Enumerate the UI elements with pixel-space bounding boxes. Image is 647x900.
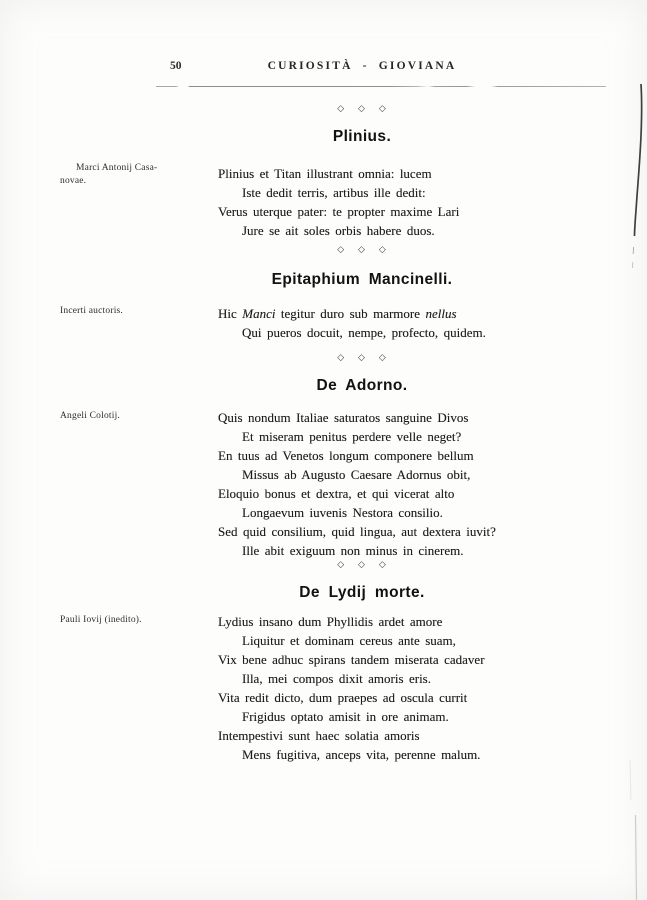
margin-note-line: Pauli Iovij (inedito). <box>60 615 142 625</box>
verse-segment-italic: Manci <box>242 306 276 321</box>
verse-line: Iste dedit terris, artibus ille dedit: <box>242 185 426 200</box>
verse-block <box>218 304 558 342</box>
verse-line: Quis nondum Italiae saturatos sanguine Divos <box>218 410 469 425</box>
section-heading: Plinius. <box>332 128 392 145</box>
verse-line: Liquitur et dominam cereus ante suam, <box>242 633 456 648</box>
section-ornament: ◇ ◇ ◇ <box>337 560 387 570</box>
section-heading: De Lydij morte. <box>299 584 425 601</box>
verse-line: Longaevum iuvenis Nestora consilio. <box>242 505 443 520</box>
verse-block <box>218 408 558 560</box>
verse-line: En tuus ad Venetos longum componere bellum <box>218 448 474 463</box>
verse-line: Vix bene adhuc spirans tandem miserata cadaver <box>218 652 485 667</box>
verse-line: Illa, mei compos dixit amoris eris. <box>242 671 431 686</box>
verse-segment: tegitur duro sub marmore <box>275 306 426 321</box>
verse-line: Et miseram penitus perdere velle neget? <box>242 429 462 444</box>
verse-line: Missus ab Augusto Caesare Adornus obit, <box>242 467 471 482</box>
margin-note <box>60 305 212 318</box>
verse-line: Frigidus optato amisit in ore animam. <box>242 709 449 724</box>
verse-block <box>218 164 558 240</box>
verse-segment: Hic <box>218 306 243 321</box>
margin-note <box>60 162 212 188</box>
running-head: CURIOSITÀ - GIOVIANA <box>267 60 457 72</box>
verse-line: Verus uterque pater: te propter maxime Lari <box>218 204 460 219</box>
verse-line: Jure se ait soles orbis habere duos. <box>242 223 435 238</box>
verse-line: Eloquio bonus et dextra, et qui vicerat alto <box>218 486 455 501</box>
page-number: 50 <box>170 60 182 72</box>
verse-line: Plinius et Titan illustrant omnia: lucem <box>218 166 432 181</box>
verse-line: Vita redit dicto, dum praepes ad oscula currit <box>218 690 468 705</box>
verse-block <box>218 612 558 764</box>
verse-line: Ille abit exiguum non minus in cinerem. <box>242 543 464 558</box>
verse-line: Qui pueros docuit, nempe, profecto, quidem. <box>242 325 486 340</box>
verse-line: Intempestivi sunt haec solatia amoris <box>218 728 420 743</box>
verse-line: Lydius insano dum Phyllidis ardet amore <box>218 614 443 629</box>
verse-line <box>218 304 558 323</box>
section-ornament: ◇ ◇ ◇ <box>337 104 387 114</box>
verse-line: Sed quid consilium, quid lingua, aut dextera iuvit? <box>218 524 496 539</box>
margin-note-line: novae. <box>60 176 87 186</box>
margin-note-line: Incerti auctoris. <box>60 306 124 316</box>
margin-note-line: Marci Antonij Casa- <box>76 163 158 173</box>
section-ornament: ◇ ◇ ◇ <box>337 353 387 363</box>
margin-note <box>60 614 212 627</box>
section-ornament: ◇ ◇ ◇ <box>337 245 387 255</box>
header-rule <box>156 86 606 87</box>
verse-line: Mens fugitiva, anceps vita, perenne malum. <box>242 747 481 762</box>
section-heading: De Adorno. <box>316 377 408 394</box>
margin-note-line: Angeli Colotij. <box>60 411 120 421</box>
verse-segment-italic: nellus <box>425 306 457 321</box>
margin-note <box>60 410 212 423</box>
section-heading: Epitaphium Mancinelli. <box>271 271 453 288</box>
